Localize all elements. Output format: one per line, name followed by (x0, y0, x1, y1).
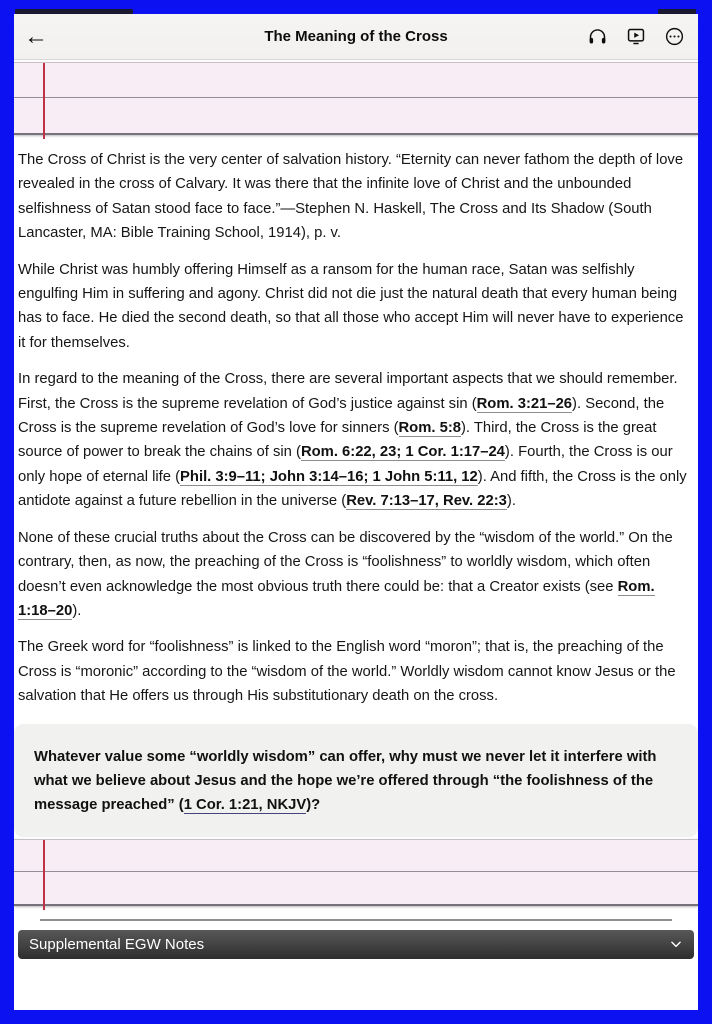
text-run: ). (72, 602, 82, 619)
egw-notes-label: Supplemental EGW Notes (29, 935, 205, 953)
text-run: ). Fourth, the Cross is our only hope of eternal life ( (18, 444, 673, 485)
text-run: Whatever value some “worldly wisdom” can offer, why must we never let it interfere with what we believe about Jesus and the hope we’re offered through “the foolishness of the message preached” ( (34, 748, 657, 814)
text-run: While Christ was humbly offering Himself as a ransom for the human race, Satan was selfishly engulfing Him in suffering and agony. Christ did not die just the natural death that every human being has to face. He died the second death, so that all those who accept Him will never have to experience it for themselves. (18, 261, 684, 351)
note-line[interactable] (14, 840, 698, 872)
paragraph (18, 635, 693, 708)
note-line[interactable] (14, 63, 698, 98)
navigation-bar (14, 14, 698, 60)
scripture-link[interactable]: Rom. 5:8 (398, 420, 461, 437)
paragraph (18, 526, 693, 624)
scripture-link[interactable]: Rom. 3:21–26 (476, 395, 573, 412)
paragraph (18, 367, 693, 513)
scripture-link[interactable]: Rom. 1:18–20 (18, 578, 655, 619)
text-run: ). (506, 493, 516, 510)
margin-line (43, 840, 45, 910)
notes-writing-area-top (14, 62, 698, 135)
back-button[interactable]: ← (24, 22, 48, 50)
video-player-icon[interactable] (625, 26, 647, 47)
page-title: The Meaning of the Cross (264, 28, 448, 45)
headphones-icon[interactable] (587, 26, 608, 47)
section-divider (40, 919, 672, 921)
lesson-text (14, 135, 698, 721)
note-line[interactable] (14, 872, 698, 904)
chevron-down-icon (669, 937, 683, 951)
scripture-link[interactable]: Rom. 6:22, 23; 1 Cor. 1:17–24 (300, 444, 505, 461)
text-run: In regard to the meaning of the Cross, there are several important aspects that we should remember. First, the Cross is the supreme revelation of God’s justice against sin ( (18, 371, 678, 412)
paragraph (18, 148, 693, 246)
text-run: ). Third, the Cross is the great source of power to break the chains of sin ( (18, 420, 657, 461)
paragraph (18, 258, 693, 356)
scripture-link[interactable]: Rev. 7:13–17, Rev. 22:3 (346, 493, 507, 510)
scripture-link[interactable]: 1 Cor. 1:21, NKJV (183, 797, 307, 814)
note-line[interactable] (14, 98, 698, 133)
text-run: None of these crucial truths about the Cross can be discovered by the “wisdom of the world.” On the contrary, then, as now, the preaching of the Cross is “foolishness” to worldly wisdom, which often doesn’t even acknowledge the most obvious truth there could be: that a Creator exists (see (18, 529, 673, 595)
more-options-icon[interactable] (664, 26, 685, 47)
text-run: ). And fifth, the Cross is the only antidote against a future rebellion in the universe ( (18, 468, 687, 510)
app-window (14, 14, 698, 1010)
discussion-question-box (14, 724, 698, 837)
supplemental-egw-notes-toggle[interactable] (18, 930, 694, 959)
text-run: )? (306, 797, 321, 814)
text-run: The Greek word for “foolishness” is linked to the English word “moron”; that is, the preaching of the Cross is “moronic” according to the “wisdom of the world.” Worldly wisdom cannot know Jesus or the salvation that He offers us through His substitutionary death on the cross. (18, 639, 676, 705)
text-run: The Cross of Christ is the very center of salvation history. “Eternity can never fathom the depth of love revealed in the cross of Calvary. It was there that the infinite love of Christ and the unbounded selfishness of Satan stood face to face.”—Stephen N. Haskell, The Cross and Its Shadow (South Lancaster, MA: Bible Training School, 1914), p. v. (18, 152, 684, 242)
scripture-link[interactable]: Phil. 3:9–11; John 3:14–16; 1 John 5:11, 12 (180, 468, 478, 485)
notes-writing-area-bottom (14, 839, 698, 906)
margin-line (43, 63, 45, 139)
text-run: ). Second, the Cross is the supreme revelation of God’s love for sinners ( (18, 395, 665, 437)
nav-actions (587, 26, 698, 47)
